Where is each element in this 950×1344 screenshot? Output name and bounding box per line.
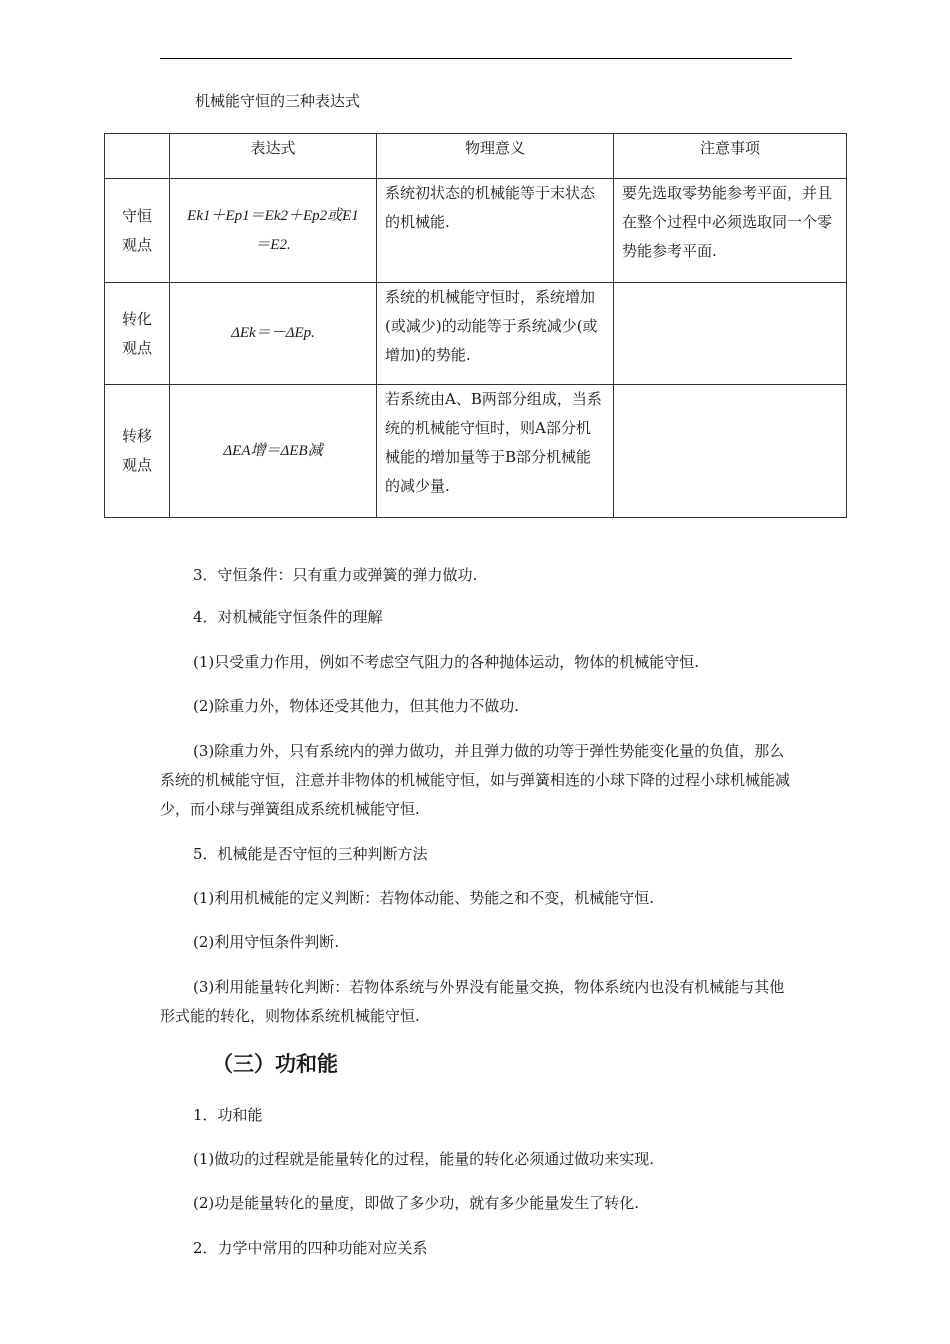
header-cell: 物理意义 — [377, 134, 614, 179]
row-label: 守恒观点 — [105, 179, 170, 283]
table-row — [105, 179, 847, 283]
meaning-cell: 系统初状态的机械能等于末状态的机械能. — [377, 179, 614, 283]
paragraph: 1．功和能 — [193, 1106, 263, 1124]
note-cell — [614, 283, 847, 385]
section-heading: （三）功和能 — [212, 1052, 338, 1076]
header-cell: 表达式 — [170, 134, 377, 179]
table-row — [105, 385, 847, 518]
paragraph: (2)利用守恒条件判断. — [193, 933, 340, 951]
table-row — [105, 283, 847, 385]
table-header-row — [105, 134, 847, 179]
paragraph: 4．对机械能守恒条件的理解 — [193, 608, 383, 626]
formula-cell: Ek1＋Ep1＝Ek2＋Ep2或E1＝E2. — [170, 179, 377, 283]
formula-cell: ΔEk＝－ΔEp. — [170, 283, 377, 385]
paragraph: (1)做功的过程就是能量转化的过程，能量的转化必须通过做功来实现. — [193, 1150, 655, 1168]
header-cell — [105, 134, 170, 179]
header-rule — [160, 58, 792, 59]
note-cell — [614, 385, 847, 518]
meaning-cell: 系统的机械能守恒时，系统增加(或减少)的动能等于系统减少(或增加)的势能. — [377, 283, 614, 385]
paragraph: (2)除重力外，物体还受其他力，但其他力不做功. — [193, 697, 520, 715]
meaning-cell: 若系统由A、B两部分组成，当系统的机械能守恒时，则A部分机械能的增加量等于B部分机械能的减少量. — [377, 385, 614, 518]
paragraph: (3)除重力外，只有系统内的弹力做功，并且弹力做的功等于弹性势能变化量的负值，那么系统的机械能守恒，注意并非物体的机械能守恒，如与弹簧相连的小球下降的过程小球机械能减少，而小球与弹簧组成系统机械能守恒. — [160, 742, 791, 818]
paragraph: (3)利用能量转化判断：若物体系统与外界没有能量交换，物体系统内也没有机械能与其他形式能的转化，则物体系统机械能守恒. — [160, 978, 785, 1025]
row-label: 转移观点 — [105, 385, 170, 518]
paragraph: (2)功是能量转化的量度，即做了多少功，就有多少能量发生了转化. — [193, 1194, 640, 1212]
paragraph: (1)只受重力作用，例如不考虑空气阻力的各种抛体运动，物体的机械能守恒. — [193, 653, 700, 671]
paragraph: (1)利用机械能的定义判断：若物体动能、势能之和不变，机械能守恒. — [193, 889, 655, 907]
note-cell: 要先选取零势能参考平面，并且在整个过程中必须选取同一个零势能参考平面. — [614, 179, 847, 283]
paragraph: 3．守恒条件：只有重力或弹簧的弹力做功. — [193, 566, 478, 584]
table-title: 机械能守恒的三种表达式 — [195, 92, 361, 110]
paragraph: 5．机械能是否守恒的三种判断方法 — [193, 845, 428, 863]
expression-table — [104, 133, 847, 518]
paragraph: 2．力学中常用的四种功能对应关系 — [193, 1239, 428, 1257]
row-label: 转化观点 — [105, 283, 170, 385]
header-cell: 注意事项 — [614, 134, 847, 179]
formula-cell: ΔEA增＝ΔEB减 — [170, 385, 377, 518]
